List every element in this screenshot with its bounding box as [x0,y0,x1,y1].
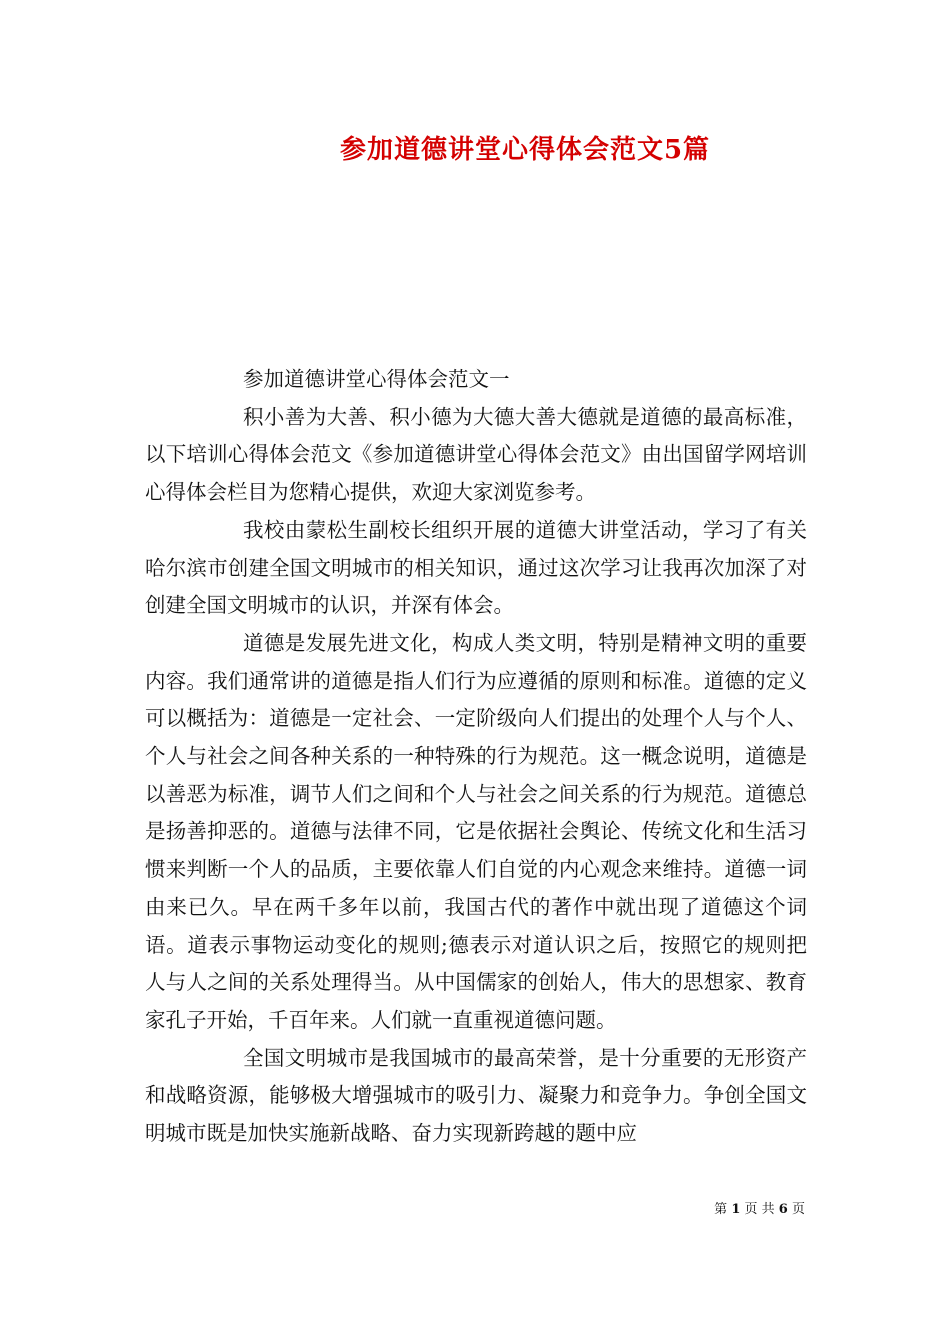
paragraph-4: 全国文明城市是我国城市的最高荣誉，是十分重要的无形资产和战略资源，能够极大增强城市的吸引力、凝聚力和竞争力。争创全国文明城市既是加快实施新战略、奋力实现新跨越的题中应 [145,1045,807,1146]
footer-prefix: 第 [714,1202,728,1217]
document-title: 参加道德讲堂心得体会范文5篇 [339,135,711,165]
paragraph-3: 道德是发展先进文化，构成人类文明，特别是精神文明的重要内容。我们通常讲的道德是指人们行为应遵循的原则和标准。道德的定义可以概括为：道德是一定社会、一定阶级向人们提出的处理个人与个人、个人与社会之间各种关系的一种特殊的行为规范。这一概念说明，道德是以善恶为标准，调节人们之间和个人与社会之间关系的行为规范。道德总是扬善抑恶的。道德与法律不同，它是依据社会舆论、传统文化和生活习惯来判断一个人的品质，主要依靠人们自觉的内心观念来维持。道德一词由来已久。早在两千多年以前，我国古代的著作中就出现了道德这个词语。道表示事物运动变化的规则;德表示对道认识之后，按照它的规则把人与人之间的关系处理得当。从中国儒家的创始人，伟大的思想家、教育家孔子开始，千百年来。人们就一直重视道德问题。 [145,630,807,1032]
section-heading: 参加道德讲堂心得体会范文一 [243,367,510,391]
footer-total-pages: 6 [778,1202,788,1217]
footer-middle: 页 共 [744,1202,775,1217]
footer-suffix: 页 [791,1202,805,1217]
paragraph-2: 我校由蒙松生副校长组织开展的道德大讲堂活动，学习了有关哈尔滨市创建全国文明城市的相关知识，通过这次学习让我再次加深了对创建全国文明城市的认识，并深有体会。 [145,517,807,618]
footer-page-number: 1 [731,1202,741,1217]
paragraph-1: 积小善为大善、积小德为大德大善大德就是道德的最高标准，以下培训心得体会范文《参加道德讲堂心得体会范文》由出国留学网培训心得体会栏目为您精心提供，欢迎大家浏览参考。 [145,404,807,505]
page-number-footer [714,1201,805,1219]
document-body [145,361,807,1153]
